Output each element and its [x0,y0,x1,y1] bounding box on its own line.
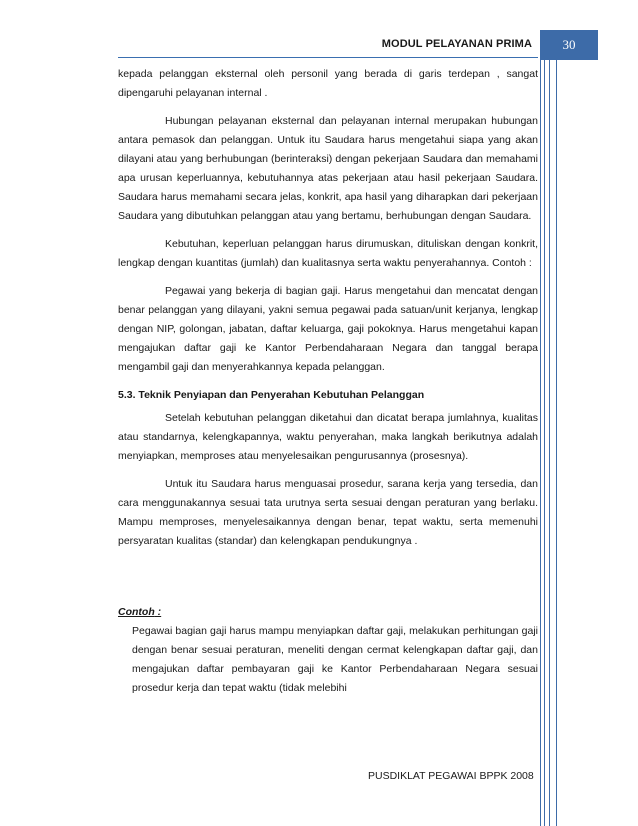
paragraph: Pegawai yang bekerja di bagian gaji. Harus mengetahui dan mencatat dengan benar pelanggan yang dilayani, yakni semua pegawai pada satuan/unit kerjanya, lengkap dengan NIP, golongan, jabatan, daftar keluarga, gaji pokoknya. Harus mengetahui kapan mengajukan daftar gaji ke Kantor Perbendaharaan Negara dan tanggal berapa mengambil gaji dan menyerahkannya kepada pelanggan. [118,285,538,373]
section-heading: 5.3. Teknik Penyiapan dan Penyerahan Kebutuhan Pelanggan [118,389,425,401]
paragraph: Untuk itu Saudara harus menguasai prosedur, sarana kerja yang tersedia, dan cara menggunakannya sesuai tata urutnya serta sesuai dengan peraturan yang berlaku. Mampu memproses, menyelesaikannya dengan benar, tepat waktu, serta memenuhi persyaratan kualitas (standar) dan kelengkapan pendukungnya . [118,478,538,547]
footer-text: PUSDIKLAT PEGAWAI BPPK 2008 [368,770,534,782]
module-title: MODUL PELAYANAN PRIMA [381,38,532,50]
example-label-colon: : [154,606,162,618]
margin-line [556,60,557,826]
page-number: 30 [540,30,598,60]
example-block [118,603,538,698]
paragraph: kepada pelanggan eksternal oleh personil yang berada di garis terdepan , sangat dipengaruhi pelayanan internal . [118,68,538,99]
example-label-text: Contoh [118,606,155,618]
paragraph: Kebutuhan, keperluan pelanggan harus dirumuskan, dituliskan dengan konkrit, lengkap dengan kuantitas (jumlah) dan kualitasnya serta waktu penyerahannya. Contoh : [118,238,538,269]
paragraph: Setelah kebutuhan pelanggan diketahui dan dicatat berapa jumlahnya, kualitas atau standarnya, kelengkapannya, waktu penyerahan, maka langkah berikutnya adalah menyiapkan, memproses atau menyelesaikan pengurusannya (prosesnya). [118,412,538,462]
margin-line [544,60,545,826]
paragraph: Hubungan pelayanan eksternal dan pelayanan internal merupakan hubungan antara pemasok dan pelanggan. Untuk itu Saudara harus mengetahui siapa yang akan dilayani atau yang berhubungan (berinteraksi) dengan pekerjaan Saudara dan memahami apa urusan keperluannya, kebutuhannya atas pekerjaan atau hasil pekerjaan Saudara. Saudara harus memahami secara jelas, konkrit, apa hasil yang diharapkan dari pekerjaan Saudara yang dibutuhkan pelanggan atau yang bertamu, berhubungan dengan Saudara. [118,115,538,222]
example-text: Pegawai bagian gaji harus mampu menyiapkan daftar gaji, melakukan perhitungan gaji dengan benar sesuai peraturan, meneliti dengan cermat kelengkapan daftar gaji, dan mengajukan daftar pembayaran gaji ke Kantor Perbendaharaan Negara sesuai prosedur kerja dan tepat waktu (tidak melebihi [132,625,538,694]
spacer [118,560,538,603]
header-rule [118,57,538,58]
margin-line [540,60,541,826]
document-body [118,65,538,707]
margin-line [549,60,550,826]
example-label [118,603,538,622]
